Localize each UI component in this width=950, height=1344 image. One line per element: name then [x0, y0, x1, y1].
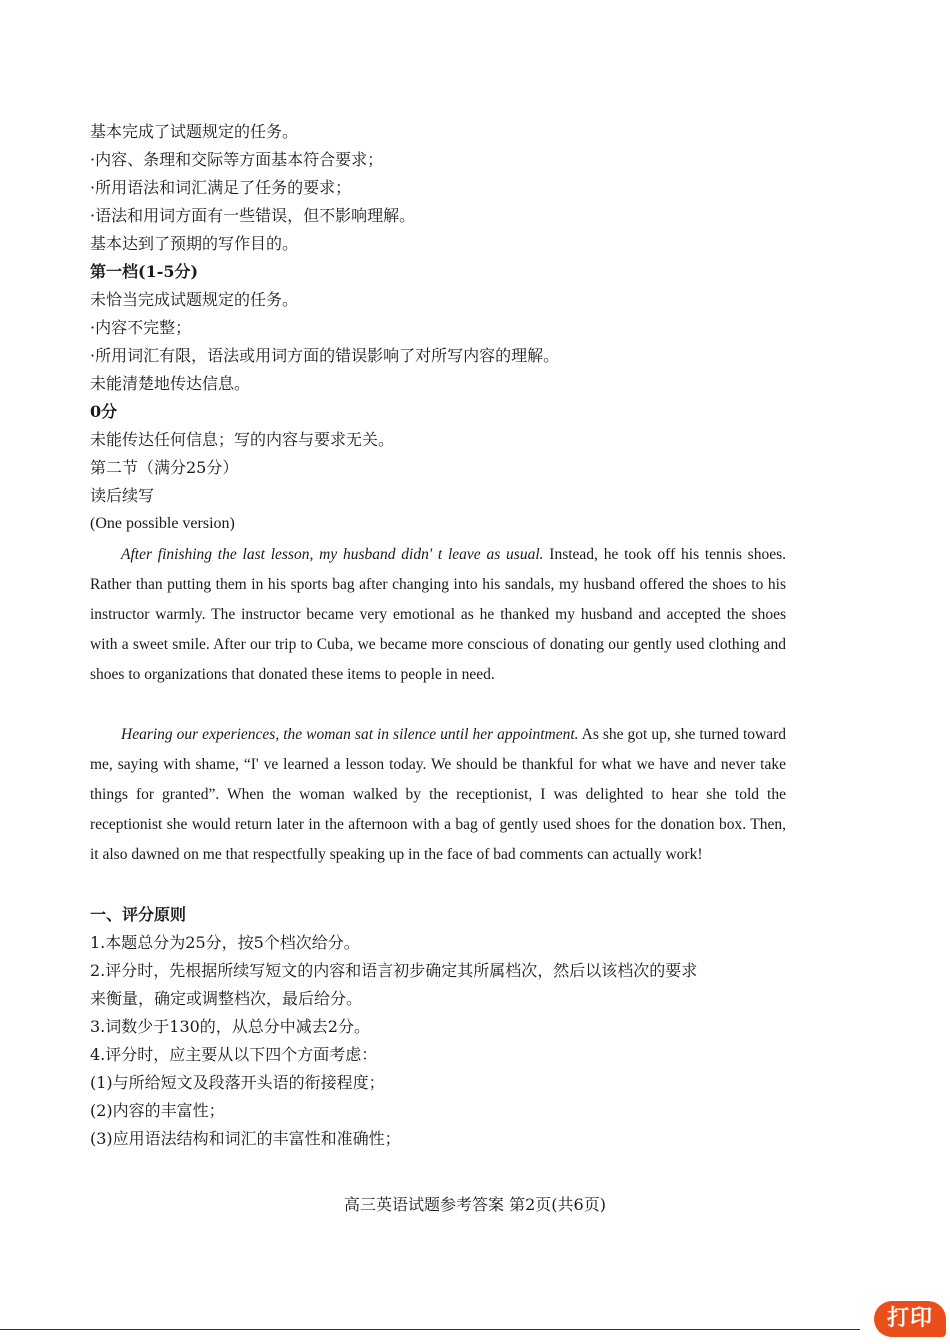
text-line: 基本完成了试题规定的任务。	[90, 122, 299, 141]
section-subtitle: 读后续写	[90, 486, 155, 505]
text-line: 基本达到了预期的写作目的。	[90, 234, 299, 253]
text-line: ·所用语法和词汇满足了任务的要求；	[90, 178, 352, 197]
page-footer: 高三英语试题参考答案 第2页(共6页)	[344, 1195, 606, 1214]
text-line: 未能传达任何信息；写的内容与要求无关。	[90, 430, 395, 449]
text-line: 来衡量，确定或调整档次，最后给分。	[90, 989, 363, 1008]
text-line: (2)内容的丰富性；	[90, 1101, 225, 1120]
section-heading: 一、评分原则	[90, 905, 187, 924]
text-line: 未能清楚地传达信息。	[90, 374, 251, 393]
section-heading: 第一档(1-5分)	[90, 262, 199, 281]
print-button[interactable]: 打印	[874, 1301, 946, 1337]
text-line: 2.评分时，先根据所续写短文的内容和语言初步确定其所属档次，然后以该档次的要求	[90, 961, 698, 980]
bottom-divider	[0, 1329, 860, 1330]
text-line: ·内容不完整；	[90, 318, 192, 337]
text-line: 3.词数少于130的，从总分中减去2分。	[90, 1017, 370, 1036]
paragraph-body: Instead, he took off his tennis shoes. Rather than putting them in his sports bag after changing into his sandals, my husband offered the shoes to his instructor warmly. The instructor became very emotional as he thanked my husband and accepted the shoes with a sweet smile. After our trip to Cuba, we became more conscious of donating our gently used clothing and shoes to organizations that donated these items to people in need.	[90, 546, 786, 683]
text-line: (3)应用语法结构和词汇的丰富性和准确性；	[90, 1129, 401, 1148]
text-line: ·语法和用词方面有一些错误，但不影响理解。	[90, 206, 416, 225]
paragraph-body: As she got up, she turned toward me, saying with shame, “I' ve learned a lesson today. We should be thankful for what we have and never take things for granted”. When the woman walked by the receptionist, I was delighted to hear she told the receptionist she would return later in the afternoon with a bag of gently used shoes for the donation box. Then, it also dawned on me that respectfully speaking up in the face of bad comments can actually work!	[90, 726, 786, 863]
paragraph-opening: Hearing our experiences, the woman sat in silence until her appointment.	[121, 726, 579, 743]
text-line: 未恰当完成试题规定的任务。	[90, 290, 299, 309]
text-line: 1.本题总分为25分，按5个档次给分。	[90, 933, 360, 952]
paragraph-opening: After finishing the last lesson, my husband didn' t leave as usual.	[121, 546, 544, 563]
version-label: (One possible version)	[90, 515, 235, 532]
text-line: (1)与所给短文及段落开头语的衔接程度；	[90, 1073, 385, 1092]
essay-paragraph-2	[90, 720, 786, 870]
text-line: 4.评分时，应主要从以下四个方面考虑：	[90, 1045, 378, 1064]
text-line: ·所用词汇有限，语法或用词方面的错误影响了对所写内容的理解。	[90, 346, 560, 365]
essay-paragraph-1	[90, 540, 786, 690]
section-title: 第二节（满分25分）	[90, 458, 239, 477]
section-heading: 0分	[90, 402, 118, 421]
text-line: ·内容、条理和交际等方面基本符合要求；	[90, 150, 384, 169]
